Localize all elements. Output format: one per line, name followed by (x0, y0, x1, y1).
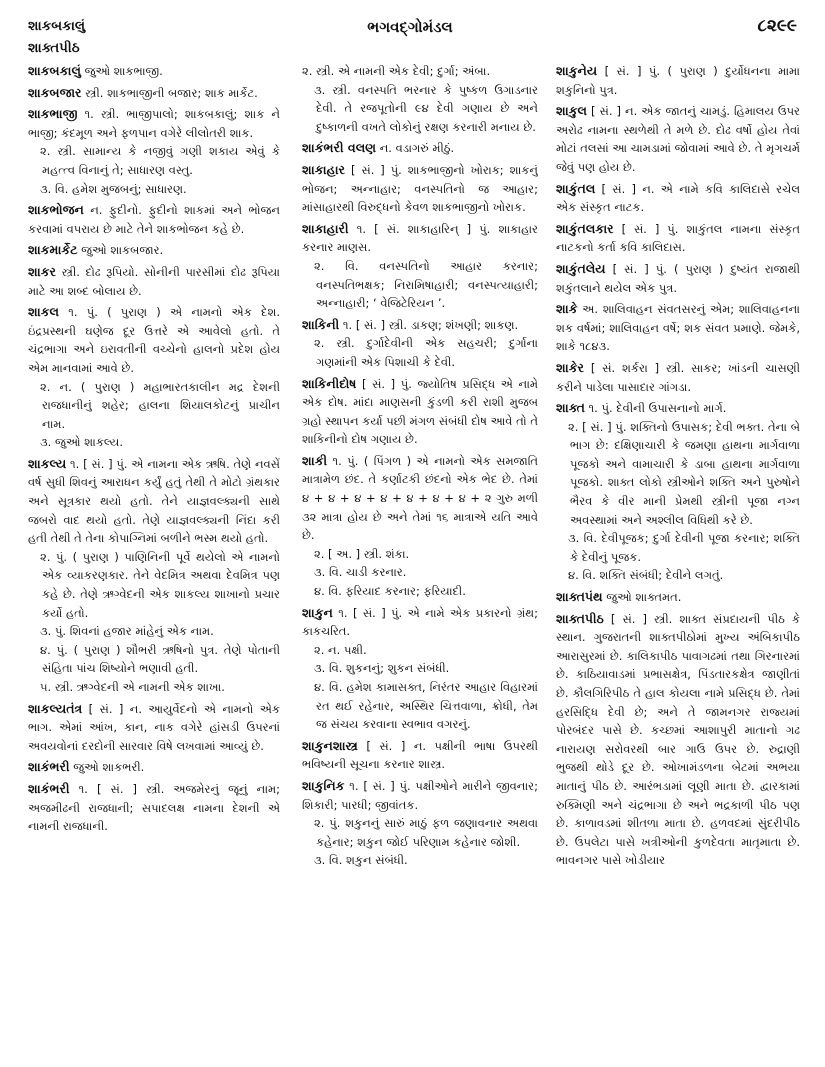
definition: ૧. પું. દેવીની ઉપાસનાનો માર્ગ. (588, 401, 727, 416)
definition: [ સં. ] પું. જ્યોતિષ પ્રસિદ્ધ એ નામે એક દોષ. માંદા માણસની કુંડળી કરી રાશી મુજબ ગ્રહો સ્થાપન કર્યા પછી મંગળ સંબંધી દોષ આવે તો તે શાકિનીનો દોષ ગણાય છે. (302, 376, 538, 447)
dictionary-entry (28, 700, 280, 756)
column-2 (302, 62, 538, 1062)
headword: શાકુનશાસ્ત્ર (302, 737, 358, 753)
headword: શાકુંતલેય (556, 260, 606, 276)
sub-sense: ૩. વિ. શુકનનું; શુકન સંબંધી. (314, 661, 450, 676)
dictionary-entry (556, 220, 800, 257)
definition: [ સં. ] પું. ( પુરાણ ) દુષ્યંત રાજાથી શકુંતલાને થયેલ એક પુત્ર. (556, 261, 800, 295)
sub-sense: ૨. સ્ત્રી. દુર્ગાદેવીની એક સહચરી; દુર્ગાના ગણમાંની એક પિશાચી કે દેવી. (314, 336, 538, 369)
dictionary-entry (28, 303, 280, 452)
headword: શાકે (556, 301, 578, 317)
dictionary-entry (302, 220, 538, 313)
sub-sense: ૩. સ્ત્રી. વનસ્પતિ ભરનાર કે પુષ્કળ ઉગાડનાર દેવી. તે રજપૂતોની ૯૪ દેવી ગણાય છે અને દુષ્કાળની વખતે લોકોનું રક્ષણ કરનારી મનાય છે. (314, 82, 538, 134)
dictionary-entry (556, 399, 800, 585)
headword: શાક્તપંથ (556, 589, 603, 605)
page-title: ભગવદ્ગોમંડલ (367, 18, 453, 36)
sub-sense: ૨. સ્ત્રી. સામાન્ય કે નજીવું ગણી શકાય એવું કે મહત્ત્વ વિનાનું તે; સાધારણ વસ્તુ. (40, 144, 280, 177)
dictionary-entry (28, 62, 280, 81)
dictionary-entry (302, 62, 538, 136)
headword: શાકંભરી વલણ (302, 140, 377, 156)
dictionary-entry (556, 588, 800, 607)
dictionary-entry (556, 300, 800, 356)
headword: શાકી (302, 452, 328, 468)
headword: શાકુંતલકાર (556, 220, 614, 236)
page-number: ૮૨૯૯ (757, 16, 797, 36)
definition: ૧. [ સં. ] પું. પક્ષીઓને મારીને જીવનાર; શિકારી; પારધી; જીવાંતક. (302, 778, 538, 812)
definition: જુઓ શાકભરી. (73, 760, 145, 775)
dictionary-entry (302, 139, 538, 158)
definition: જુઓ શાક્તમત. (606, 590, 682, 605)
definition: ન. વડાગરું મીઠું. (379, 141, 455, 156)
sub-sense: ૪. વિ. હમેશ કામાસક્ત, નિરંતર આહાર વિહારમાં રત થઈ રહેનાર, અસ્થિર ચિત્તવાળા, ક્રોધી, તેમ જ સંચય કરવાના સ્વભાવ વગરનું. (314, 680, 538, 732)
dictionary-entry (556, 359, 800, 396)
column-1 (28, 62, 280, 1062)
headword: શાકિની (302, 316, 340, 332)
headword: શાકલ (28, 304, 59, 320)
headword: શાકમાર્કેટ (28, 242, 78, 258)
dictionary-entry (556, 610, 800, 870)
definition: ન. ફુદીનો. ફુદીનો શાકમાં અને ભોજન કરવામાં વપરાય છે માટે તેને શાકભોજન કહે છે. (28, 203, 280, 236)
dictionary-entry (28, 758, 280, 777)
dictionary-entry (556, 102, 800, 176)
dictionary-entry (302, 375, 538, 449)
headword: શાકુનેય (556, 63, 598, 78)
dictionary-entry (302, 604, 538, 734)
headword: શાકલ્યતંત્ર (28, 700, 83, 716)
headword: શાકુનિક (302, 777, 345, 793)
headword: શાકભાજી (28, 106, 78, 122)
sub-sense: ૨. [ અ. ] સ્ત્રી. શંકા. (314, 546, 410, 561)
headword: શાકાહારી (302, 220, 349, 236)
headword: શાકબજાર (28, 84, 82, 100)
definition: [ સં. ] પું. શાકભાજીનો ખોરાક; શાકનું ભોજન; અન્નાહાર; વનસ્પતિનો જ આહાર; માંસાહારથી વિરુદ્ધનો કેવળ શાકભાજીનો ખોરાક. (302, 162, 538, 215)
definition: [ સં. ] પું. ( પુરાણ ) દુર્યોધનના મામા શકુનિનો પુત્ર. (556, 64, 800, 97)
dictionary-entry (28, 455, 280, 697)
definition: જુઓ શાકભાજી. (84, 64, 163, 78)
sub-sense: ૨. પું. ( પુરાણ ) પાણિનિની પૂર્વે થયેલો એ નામનો એક વ્યાકરણકાર. તેને વેદમિત્ર અથવા દેવમિત્ર પણ કહે છે. તેણે ઋગ્વેદની એક શાકલ્ય શાખાનો પ્રચાર કર્યો હતો. (40, 549, 280, 620)
definition: ૧. [ સં. ] સ્ત્રી. અજમેરનું જૂનું નામ; અજમીઢની રાજધાની; સપાદલક્ષ નામના દેશની એ નામની રાજધાની. (28, 781, 280, 834)
definition: ૧. [ સં. શાકાહારિન્ ] પું. શાકાહાર કરનાર માણસ. (302, 221, 538, 255)
definition: [ સં. ] ન. એક જાતનું ચામડું. હિમાલય ઉપર અરોઢ નામના સ્થળેથી તે મળે છે. દોઢ વર્ષો હોય તેવાં મોટાં તલસાં આ ચામડામાં જોવામાં આવે છે. તે મૃગચર્મ જેવું પણ હોય છે. (556, 104, 800, 174)
sub-sense: ૨. ન. ( પુરાણ ) મહાભારતકાલીન મદ્ર દેશની રાજધાનીનું શહેર; હાલના શિયાલકોટનું પ્રાચીન નામ. (40, 379, 280, 431)
dictionary-entry (28, 263, 280, 300)
definition: ૧. [ સં. ] સ્ત્રી. ડાકણ; શંખણી; શાકણ. (342, 317, 519, 332)
headword: શાકર (28, 263, 56, 279)
definition: ૧. [ સં. ] પું. એ નામના એક ઋષિ. તેણે નવસેં વર્ષ સુધી શિવનું આરાધન કર્યું હતું તેથી તે મોટો ગ્રંથકાર અને સૂત્રકાર થયો હતો. તેને યાજ્ઞવલ્ક્યની સાથે જબરો વાદ થયો હતો. તેણે યાજ્ઞવલ્ક્યની નિંદા કરી હતી તેથી તે તેના કોપાગ્નિમાં બળીને ભસ્મ થયો હતો. (28, 456, 280, 546)
definition: ૧. પું. ( પિંગળ ) એ નામનો એક સમજાતિ માત્રામેળ છંદ. તે કર્ણાટકી છંદનો એક ભેદ છે. તેમાં ૪ + ૪ + ૪ + ૪ + ૪ + ૪ + ૪ + ૨ ગુરુ મળી ૩૨ માત્રા હોય છે અને તેમાં ૧૬ માત્રાએ યતિ આવે છે. (302, 453, 538, 543)
headword: શાક્ત (556, 400, 585, 416)
headword: શાકાહાર (302, 161, 346, 177)
sub-sense: ૨. [ સં. ] પું. શક્તિનો ઉપાસક; દેવી ભક્ત. તેના બે ભાગ છે: દક્ષિણાચારી કે જમણા હાથના માર્ગવાળા પૂજકો અને વામાચારી કે ડાબા હાથના માર્ગવાળા પૂજકો. શાક્ત લોકો સ્ત્રીઓને શક્તિ અને પુરુષોને ભૈરવ કે વીર માની પ્રેમથી સ્ત્રીની પૂજા નગ્ન અવસ્થામાં અને અશ્લીલ વિધિથી કરે છે. (568, 419, 800, 527)
guide-word-bottom: શાક્તપીઠ (28, 40, 80, 56)
dictionary-entry (302, 161, 538, 217)
sub-sense: ૪. વિ. ફરિયાદ કરનાર; ફરિયાદી. (314, 584, 466, 599)
sub-sense: ૩. જુઓ શાકલ્ય. (40, 435, 123, 450)
dictionary-entry (302, 452, 538, 601)
column-3 (556, 62, 800, 1062)
sub-sense: ૨. વિ. વનસ્પતિનો આહાર કરનાર; વનસ્પતિભક્ષક; નિરામિષાહારી; વનસ્પત્યાહારી; અન્નાહારી; ‘ વેજિટેરિયન ’. (314, 258, 538, 311)
dictionary-entry (28, 780, 280, 836)
dictionary-entry (556, 260, 800, 297)
headword: શાકેર (556, 359, 584, 375)
dictionary-entry (556, 62, 800, 99)
headword: શાકંભરી (28, 759, 70, 775)
dictionary-entry (28, 105, 280, 198)
definition: [ સં. ] ન. પક્ષીની ભાષા ઉપરથી ભવિષ્યની સૂચના કરનાર શાસ્ત્ર. (302, 738, 538, 772)
dictionary-entry (302, 777, 538, 870)
dictionary-entry (302, 316, 538, 372)
definition: [ સં. ] ન. એ નામે કવિ કાલિદાસે રચેલ એક સંસ્કૃત નાટક. (556, 181, 800, 215)
sub-sense: ૩. પું. શિવનાં હજાર માંહેનું એક નામ. (40, 624, 214, 639)
definition: [ સં. ] ન. આયુર્વેદનો એ નામનો એક ભાગ. એમાં આંખ, કાન, નાક વગેરે હાંસડી ઉપરનાં અવયવોનાં દરદોની સારવાર વિષે લખવામાં આવ્યું છે. (28, 701, 280, 753)
headword: શાકંભરી (28, 780, 70, 796)
definition: અ. શાલિવાહન સંવતસરનું એમ; શાલિવાહનના શક વર્ષમાં; શાલિવાહન વર્ષે; શક સંવત પ્રમાણે. જેમકે, શાકે ૧૮૪૩. (556, 302, 800, 354)
sub-sense: ૪. પું. ( પુરાણ ) શૌભરી ઋષિનો પુત્ર. તેણે પોતાની સંહિતા પાંચ શિષ્યોને ભણાવી હતી. (40, 642, 280, 676)
definition: જુઓ શાકબજાર. (81, 243, 164, 258)
dictionary-entry (302, 737, 538, 774)
sub-sense: ૩. વિ. હમેશ મુજબનું; સાધારણ. (40, 181, 187, 196)
definition: ૨. સ્ત્રી. એ નામની એક દેવી; દુર્ગા; અંબા. (302, 64, 491, 78)
definition: ૧. [ સં. ] પું. એ નામે એક પ્રકારનો ગ્રંથ; કાકચરિત. (302, 605, 538, 639)
dictionary-entry (28, 201, 280, 238)
sub-sense: ૪. વિ. શક્તિ સંબંધી; દેવીને લગતું. (568, 568, 724, 583)
dictionary-entry (28, 84, 280, 103)
dictionary-entry (28, 241, 280, 260)
headword: શાકબકાલું (28, 63, 81, 78)
sub-sense: ૩. વિ. શકુન સંબંધી. (314, 853, 408, 868)
dictionary-entry (556, 180, 800, 217)
headword: શાકલ્ય (28, 455, 67, 471)
definition: [ સં. શર્કરા ] સ્ત્રી. સાકર; ખાંડની ચાસણી કરીને પાડેલા પાસાદાર ગાંગડા. (556, 360, 800, 394)
headword: શાકિનીદોષ (302, 375, 357, 391)
sub-sense: ૫. સ્ત્રી. ઋગ્વેદની એ નામની એક શાખા. (40, 680, 225, 694)
sub-sense: ૩. વિ. દેવીપૂજક; દુર્ગા દેવીની પૂજા કરનાર; શક્તિ કે દેવીનું પૂજક. (568, 531, 800, 564)
sub-sense: ૨. પું. શકુનનું સારું માઠું ફળ જણાવનાર અથવા કહેનાર; શકુન જોઈ પરિણામ કહેનાર જોશી. (314, 816, 538, 849)
headword: શાકભોજન (28, 202, 84, 218)
guide-word-top: શાકબકાલું (28, 18, 86, 34)
headword: શાકુલ (556, 103, 587, 119)
definition: ૧. પું. ( પુરાણ ) એ નામનો એક દેશ. ઇંદ્રપ્રસ્થની ઘણેજ દૂર ઉત્તરે એ આવેલો હતો. તે ચંદ્રભાગા અને ઇરાવતીની વચ્ચેનો હાલનો પ્રદેશ હોય એમ માનવામાં આવે છે. (28, 305, 280, 375)
headword: શાક્તપીઠ (556, 610, 604, 626)
definition: [ સં. ] સ્ત્રી. શાક્ત સંપ્રદાયની પીઠ કે સ્થાન. ગુજરાતની શાક્તપીઠોમાં મુખ્ય અંબિકાપીઠ આરાસુરમાં છે. કાલિકાપીઠ પાવાગઢમાં તથા ગિરનારમાં છે. કાઠિયાવાડમાં પ્રભાસક્ષેત્ર, પિંડતારકક્ષેત્ર જાણીતાં છે. કૌલગિરિપીઠ તે હાલ કોયલા નામે પ્રસિદ્ધ છે. તેમાં હરસિદ્ધિ દેવી છે; અને તે જામનગર રાજ્યમાં પોરબંદર પાસે છે. કચ્છમાં આશાપુરી માતાનો ગઢ નારાયણ સરોવરથી બાર ગાઉ ઉપર છે. રુદ્રાણી ભુજથી થોડે દૂર છે. ઓખામંડળના બેટમાં અભયા માતાનું પીઠ છે. આરંભડામાં લૂણી માતા છે. દ્વારકામાં રુક્મિણી અને ચંદ્રભાગા છે અને ભદ્રકાળી પીઠ પણ છે. કાળાવડમાં શીતળા માતા છે. હળવદમાં સુંદરીપીઠ છે. ઉપલેટા પાસે ખત્રીઓની કુળદેવતા માતૃમાતા છે. ભાવનગર પાસે ખોડીયાર (556, 611, 800, 868)
headword: શાકુંતલ (556, 180, 596, 196)
definition: [ સં. ] પું. શાકુંતલ નામના સંસ્કૃત નાટકનો કર્તા કવિ કાલિદાસ. (556, 221, 800, 255)
definition: ૧. સ્ત્રી. ભાજીપાલો; શાકબકાલું; શાક ને ભાજી; કંદમૂળ અને ફળપાન વગેરે લીલોતરી શાક. (28, 107, 280, 140)
headword: શાકુન (302, 604, 333, 620)
page-header (0, 0, 825, 62)
sub-sense: ૩. વિ. ચાડી કરનાર. (314, 565, 407, 580)
sub-sense: ૨. ન. પક્ષી. (314, 642, 367, 657)
definition: સ્ત્રી. શાકભાજીની બજાર; શાક માર્કેટ. (85, 85, 258, 100)
definition: સ્ત્રી. દોઢ રૂપિયો. સોનીની પારસીમાં દોઢ રૂપિયા માટે આ શબ્દ બોલાય છે. (28, 264, 280, 298)
